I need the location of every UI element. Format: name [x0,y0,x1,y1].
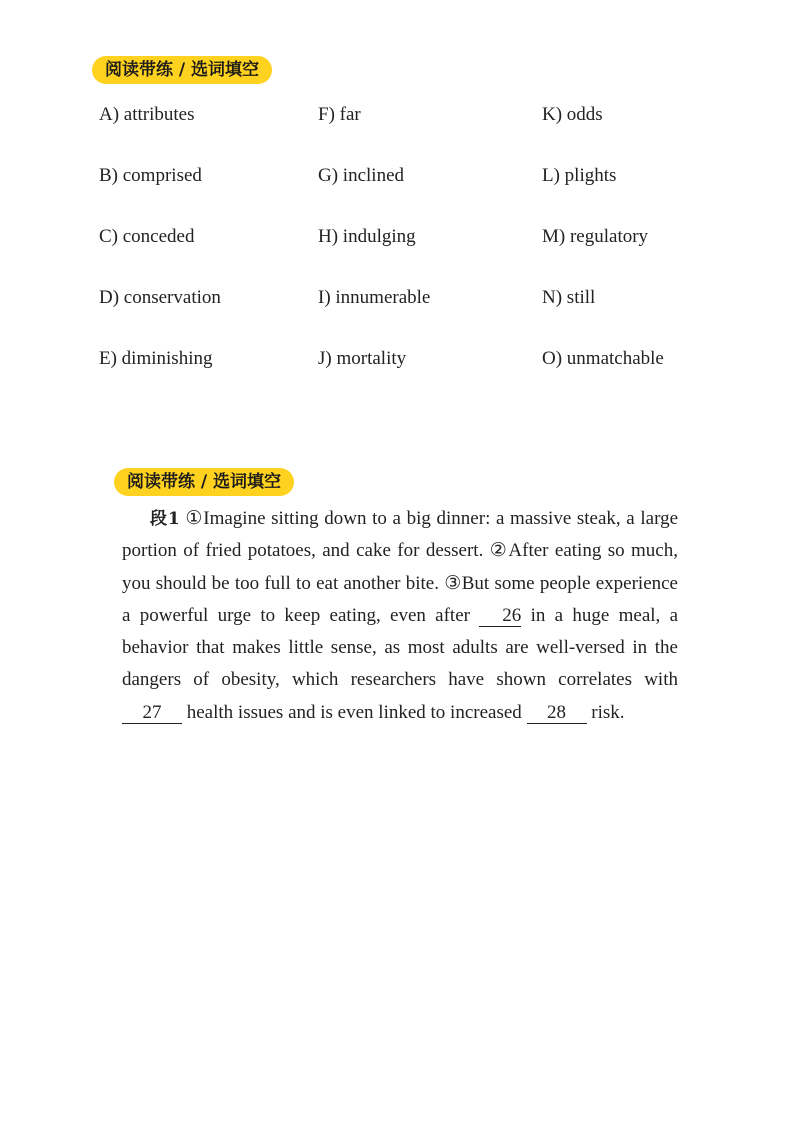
blank-28[interactable]: 28 [527,703,587,724]
option-o: O) unmatchable [542,348,664,369]
option-c: C) conceded [99,226,195,247]
blank-27[interactable]: 27 [122,703,182,724]
passage-text-3: health issues and is even linked to increased [186,701,522,723]
option-n: N) still [542,287,596,308]
blank-26[interactable]: 26 [479,606,521,627]
option-e: E) diminishing [99,348,213,369]
option-h: H) indulging [318,226,416,247]
passage-text-4: risk. [591,701,625,723]
passage-text-1: ①Imagine sitting down to a big dinner: a massive steak, a large portion of fried potatoes, and cake for dessert. ②After eating so much, you should be too full to eat another bite. ③But some people experience a powerful urge to keep eating, even after [122,508,678,626]
section-tag-bottom: 阅读带练 / 选词填空 [114,468,294,496]
option-k: K) odds [542,104,603,125]
option-a: A) attributes [99,104,195,125]
passage-text-2: in a huge meal, a behavior that makes little sense, as most adults are well-versed in the dangers of obesity, which researchers have shown correlates with [122,604,679,691]
passage-paragraph [122,503,678,729]
option-b: B) comprised [99,165,202,186]
section-tag-top: 阅读带练 / 选词填空 [92,56,272,84]
option-f: F) far [318,104,361,125]
paragraph-label: 段1 [150,509,180,529]
option-d: D) conservation [99,287,221,308]
word-bank [99,100,739,405]
option-g: G) inclined [318,165,405,186]
option-l: L) plights [542,165,617,186]
option-j: J) mortality [318,348,407,369]
option-i: I) innumerable [318,287,431,308]
option-m: M) regulatory [542,226,649,247]
